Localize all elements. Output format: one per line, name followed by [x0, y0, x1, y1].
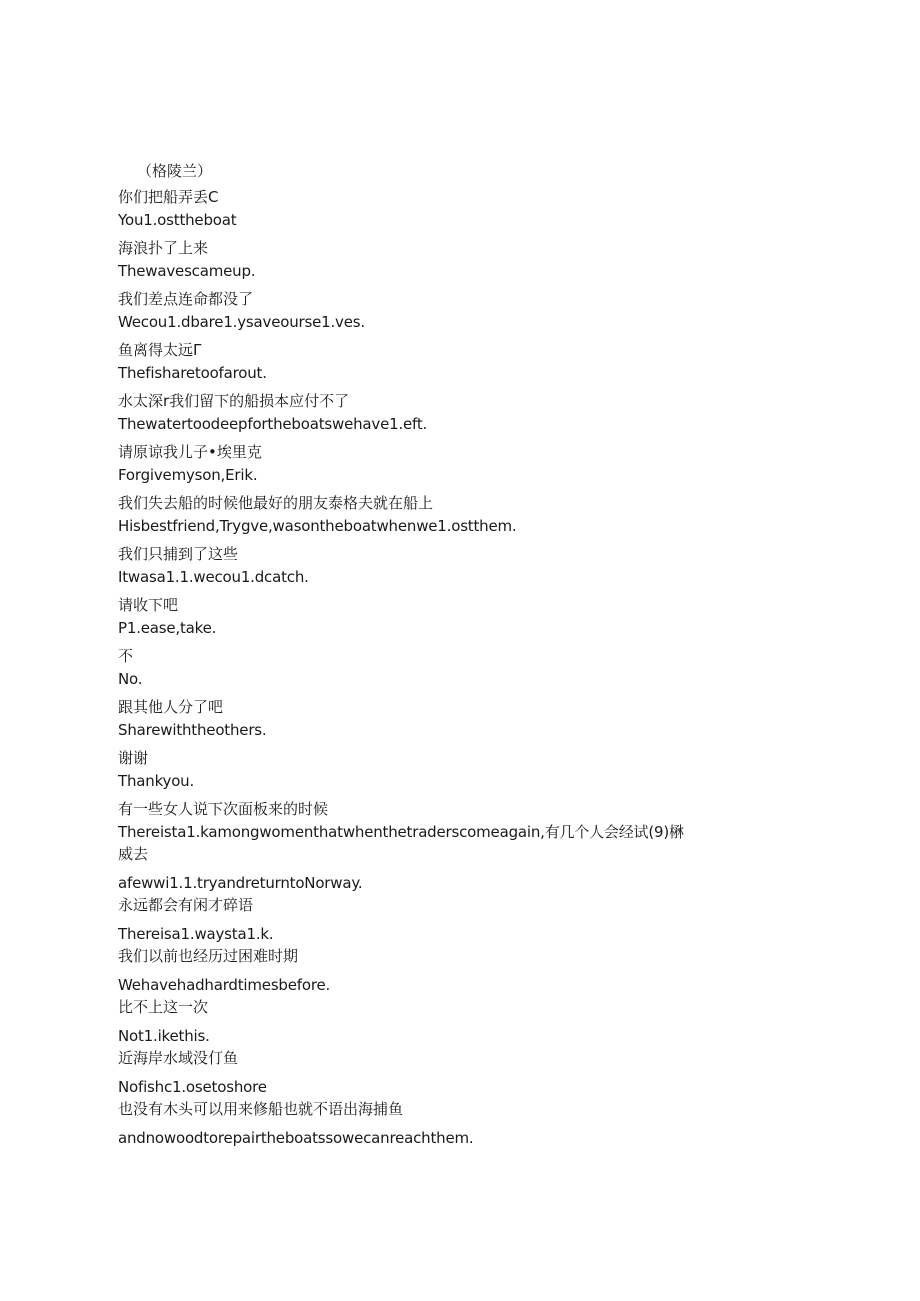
chinese-line: 近海岸水域没仃鱼 [118, 1049, 239, 1067]
chinese-line: 我们差点连命都没了 [118, 290, 254, 308]
chinese-line: 请收下吧 [118, 596, 179, 614]
chinese-line: 我们失去船的时候他最好的朋友泰格夫就在船上 [118, 494, 434, 512]
chinese-line: 请原谅我儿子•埃里克 [118, 443, 262, 461]
subtitle-pair [118, 798, 898, 866]
english-line: Wehavehadhardtimesbefore. [118, 975, 331, 994]
english-line: P1.ease,take. [118, 618, 217, 637]
subtitle-list [118, 186, 898, 1155]
english-line: andnowoodtorepairtheboatssowecanreachthem. [118, 1128, 474, 1147]
chinese-line: 海浪扑了上来 [118, 239, 209, 257]
chinese-line: 也没有木头可以用来修船也就不语出海捕鱼 [118, 1100, 404, 1118]
english-line: afewwi1.1.tryandreturntoNorway. [118, 873, 363, 892]
english-line: Thewatertoodeepfortheboatswehave1.eft. [118, 414, 428, 433]
english-line: Thewavescameup. [118, 261, 256, 280]
subtitle-pair [118, 492, 898, 537]
subtitle-pair [118, 186, 898, 231]
english-line: Sharewiththeothers. [118, 720, 267, 739]
english-line: Itwasa1.1.wecou1.dcatch. [118, 567, 309, 586]
subtitle-pair [118, 1025, 898, 1070]
english-line: Not1.ikethis. [118, 1026, 210, 1045]
chinese-line: 我们只捕到了这些 [118, 545, 239, 563]
continuation-line: 威去 [118, 845, 149, 863]
english-line: Nofishc1.osetoshore [118, 1077, 267, 1096]
english-line: Wecou1.dbare1.ysaveourse1.ves. [118, 312, 365, 331]
subtitle-pair [118, 872, 898, 917]
english-line: No. [118, 669, 143, 688]
subtitle-pair [118, 645, 898, 690]
subtitle-pair [118, 288, 898, 333]
chinese-line: 跟其他人分了吧 [118, 698, 224, 716]
subtitle-pair [118, 441, 898, 486]
subtitle-pair [118, 696, 898, 741]
english-line: Thereista1.kamongwomenthatwhenthetraderscomeagain,有几个人会经试(9)楙 [118, 822, 684, 841]
subtitle-pair [118, 1127, 898, 1150]
chinese-line: 谢谢 [118, 749, 149, 767]
subtitle-pair [118, 543, 898, 588]
chinese-line: 比不上这一次 [118, 998, 209, 1016]
chinese-line: 我们以前也经历过困难时期 [118, 947, 299, 965]
subtitle-pair [118, 339, 898, 384]
english-line: Thankyou. [118, 771, 195, 790]
chinese-line: 永远都会有闲才碎语 [118, 896, 254, 914]
english-line: Thefisharetoofarout. [118, 363, 267, 382]
chinese-line: 水太深r我们留下的船损本应付不了 [118, 392, 350, 410]
subtitle-pair [118, 974, 898, 1019]
subtitle-pair [118, 390, 898, 435]
english-line: You1.osttheboat [118, 210, 237, 229]
document-heading: （格陵兰） [137, 162, 213, 180]
english-line: Thereisa1.waysta1.k. [118, 924, 274, 943]
subtitle-pair [118, 594, 898, 639]
chinese-line: 鱼离得太远Γ [118, 341, 202, 359]
chinese-line: 你们把船弄丢C [118, 188, 219, 206]
subtitle-pair [118, 747, 898, 792]
subtitle-pair [118, 1076, 898, 1121]
english-line: Hisbestfriend,Trygve,wasontheboatwhenwe1.ostthem. [118, 516, 517, 535]
subtitle-pair [118, 923, 898, 968]
chinese-line: 不 [118, 647, 134, 665]
chinese-line: 有一些女人说下次面板来的时候 [118, 800, 329, 818]
subtitle-pair [118, 237, 898, 282]
english-line: Forgivemyson,Erik. [118, 465, 258, 484]
